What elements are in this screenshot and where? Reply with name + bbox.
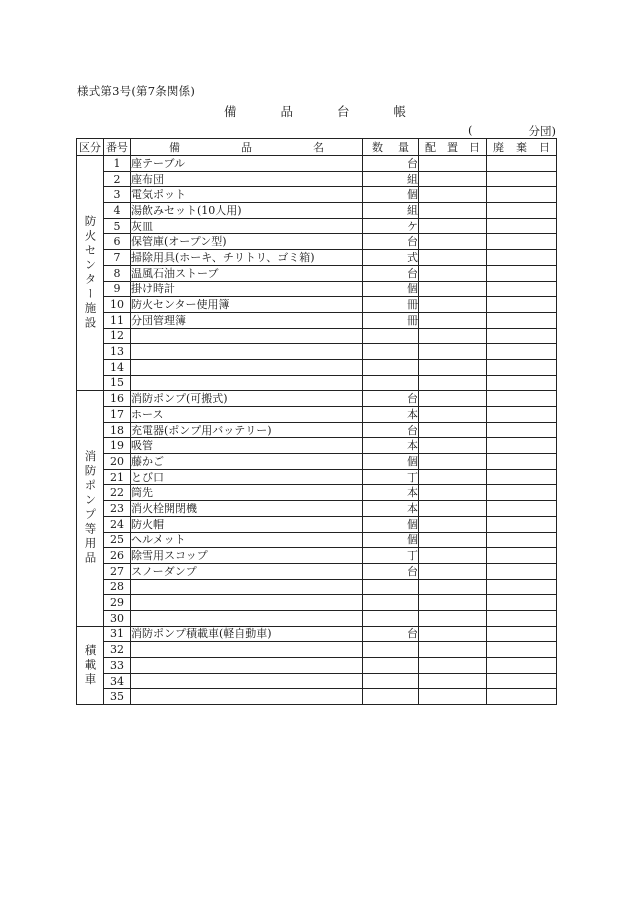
disposal-date-cell (487, 579, 557, 595)
item-number-cell: 20 (104, 454, 131, 470)
table-row (77, 407, 557, 423)
item-name-cell (131, 359, 363, 375)
item-number-cell: 1 (104, 156, 131, 172)
disposal-date-cell (487, 501, 557, 517)
disposal-date-cell (487, 171, 557, 187)
placement-date-cell (419, 234, 487, 250)
quantity-unit-cell: 台 (363, 234, 419, 250)
table-row (77, 156, 557, 172)
placement-date-cell (419, 281, 487, 297)
placement-date-cell (419, 297, 487, 313)
table-row (77, 297, 557, 313)
quantity-unit-cell: 本 (363, 485, 419, 501)
item-name-cell: 充電器(ポンプ用バッテリー) (131, 422, 363, 438)
quantity-unit-cell: 台 (363, 563, 419, 579)
table-row (77, 689, 557, 705)
disposal-date-cell (487, 218, 557, 234)
table-row (77, 250, 557, 266)
item-name-cell: 電気ポット (131, 187, 363, 203)
table-row (77, 312, 557, 328)
disposal-date-cell (487, 454, 557, 470)
placement-date-cell (419, 438, 487, 454)
item-name-cell: スノーダンプ (131, 563, 363, 579)
item-number-cell: 32 (104, 642, 131, 658)
item-name-cell: 消防ポンプ(可搬式) (131, 391, 363, 407)
table-row (77, 595, 557, 611)
quantity-unit-cell: 台 (363, 626, 419, 642)
disposal-date-cell (487, 689, 557, 705)
item-name-cell: 掃除用具(ホーキ、チリトリ、ゴミ箱) (131, 250, 363, 266)
item-number-cell: 21 (104, 469, 131, 485)
quantity-unit-cell: 冊 (363, 297, 419, 313)
quantity-unit-cell: 台 (363, 156, 419, 172)
table-row (77, 422, 557, 438)
disposal-date-cell (487, 548, 557, 564)
table-row (77, 218, 557, 234)
disposal-date-cell (487, 265, 557, 281)
table-row (77, 485, 557, 501)
item-name-cell: 消火栓開閉機 (131, 501, 363, 517)
quantity-unit-cell: 丁 (363, 469, 419, 485)
quantity-unit-cell (363, 595, 419, 611)
disposal-date-cell (487, 626, 557, 642)
form-label: 様式第3号(第7条関係) (77, 84, 196, 98)
item-number-cell: 22 (104, 485, 131, 501)
quantity-unit-cell: 本 (363, 407, 419, 423)
placement-date-cell (419, 532, 487, 548)
item-number-cell: 33 (104, 658, 131, 674)
disposal-date-cell (487, 438, 557, 454)
quantity-unit-cell: ケ (363, 218, 419, 234)
placement-date-cell (419, 187, 487, 203)
item-number-cell: 24 (104, 516, 131, 532)
table-row (77, 359, 557, 375)
quantity-unit-cell: 個 (363, 532, 419, 548)
quantity-unit-cell (363, 359, 419, 375)
placement-date-cell (419, 250, 487, 266)
header-number: 番号 (104, 139, 131, 156)
quantity-unit-cell: 式 (363, 250, 419, 266)
header-placement-date: 配 置 日 (419, 139, 487, 156)
item-name-cell (131, 328, 363, 344)
quantity-unit-cell: 台 (363, 391, 419, 407)
quantity-unit-cell (363, 610, 419, 626)
table-row (77, 532, 557, 548)
placement-date-cell (419, 422, 487, 438)
disposal-date-cell (487, 281, 557, 297)
placement-date-cell (419, 548, 487, 564)
disposal-date-cell (487, 250, 557, 266)
quantity-unit-cell: 個 (363, 516, 419, 532)
table-row (77, 610, 557, 626)
item-number-cell: 28 (104, 579, 131, 595)
disposal-date-cell (487, 407, 557, 423)
disposal-date-cell (487, 344, 557, 360)
item-number-cell: 10 (104, 297, 131, 313)
placement-date-cell (419, 156, 487, 172)
title-char: 台 (336, 104, 350, 119)
placement-date-cell (419, 454, 487, 470)
item-name-cell: 保管庫(オープン型) (131, 234, 363, 250)
quantity-unit-cell (363, 375, 419, 391)
item-name-cell (131, 595, 363, 611)
table-row (77, 579, 557, 595)
placement-date-cell (419, 673, 487, 689)
item-number-cell: 9 (104, 281, 131, 297)
item-number-cell: 4 (104, 203, 131, 219)
quantity-unit-cell: 個 (363, 281, 419, 297)
item-number-cell: 12 (104, 328, 131, 344)
title-char: 備 (223, 104, 237, 119)
table-row (77, 171, 557, 187)
table-row (77, 438, 557, 454)
placement-date-cell (419, 563, 487, 579)
item-name-cell: 消防ポンプ積載車(軽自動車) (131, 626, 363, 642)
item-number-cell: 3 (104, 187, 131, 203)
title-char: 品 (280, 104, 293, 119)
table-row (77, 281, 557, 297)
item-name-cell: 分団管理簿 (131, 312, 363, 328)
item-number-cell: 25 (104, 532, 131, 548)
table-row (77, 265, 557, 281)
placement-date-cell (419, 407, 487, 423)
item-number-cell: 29 (104, 595, 131, 611)
table-row (77, 642, 557, 658)
category-cell (77, 156, 104, 391)
quantity-unit-cell: 個 (363, 454, 419, 470)
table-row (77, 391, 557, 407)
quantity-unit-cell (363, 579, 419, 595)
item-name-cell: ホース (131, 407, 363, 423)
item-number-cell: 34 (104, 673, 131, 689)
disposal-date-cell (487, 328, 557, 344)
header-item-name: 備 品 名 (131, 139, 363, 156)
item-number-cell: 35 (104, 689, 131, 705)
table-row (77, 626, 557, 642)
table-row (77, 469, 557, 485)
quantity-unit-cell: 個 (363, 187, 419, 203)
item-number-cell: 23 (104, 501, 131, 517)
disposal-date-cell (487, 359, 557, 375)
item-number-cell: 31 (104, 626, 131, 642)
disposal-date-cell (487, 563, 557, 579)
placement-date-cell (419, 218, 487, 234)
disposal-date-cell (487, 187, 557, 203)
item-name-cell: 除雪用スコップ (131, 548, 363, 564)
disposal-date-cell (487, 532, 557, 548)
disposal-date-cell (487, 469, 557, 485)
document-title (0, 102, 630, 120)
placement-date-cell (419, 359, 487, 375)
quantity-unit-cell (363, 344, 419, 360)
item-number-cell: 2 (104, 171, 131, 187)
header-disposal-date: 廃 棄 日 (487, 139, 557, 156)
quantity-unit-cell (363, 328, 419, 344)
placement-date-cell (419, 501, 487, 517)
disposal-date-cell (487, 297, 557, 313)
item-number-cell: 13 (104, 344, 131, 360)
table-row (77, 454, 557, 470)
placement-date-cell (419, 626, 487, 642)
item-name-cell: 掛け時計 (131, 281, 363, 297)
placement-date-cell (419, 595, 487, 611)
item-name-cell (131, 375, 363, 391)
placement-date-cell (419, 516, 487, 532)
item-number-cell: 7 (104, 250, 131, 266)
placement-date-cell (419, 610, 487, 626)
item-number-cell: 16 (104, 391, 131, 407)
header-category: 区分 (77, 139, 104, 156)
item-name-cell (131, 610, 363, 626)
placement-date-cell (419, 375, 487, 391)
equipment-ledger-table (76, 138, 557, 705)
placement-date-cell (419, 344, 487, 360)
item-number-cell: 30 (104, 610, 131, 626)
title-char: 帳 (393, 104, 406, 119)
placement-date-cell (419, 579, 487, 595)
quantity-unit-cell: 台 (363, 265, 419, 281)
quantity-unit-cell (363, 642, 419, 658)
disposal-date-cell (487, 516, 557, 532)
category-cell (77, 626, 104, 704)
item-name-cell: 吸管 (131, 438, 363, 454)
item-number-cell: 18 (104, 422, 131, 438)
item-number-cell: 17 (104, 407, 131, 423)
table-row (77, 344, 557, 360)
quantity-unit-cell (363, 673, 419, 689)
disposal-date-cell (487, 422, 557, 438)
placement-date-cell (419, 485, 487, 501)
item-number-cell: 6 (104, 234, 131, 250)
placement-date-cell (419, 203, 487, 219)
quantity-unit-cell: 組 (363, 203, 419, 219)
table-row (77, 563, 557, 579)
disposal-date-cell (487, 375, 557, 391)
table-row (77, 328, 557, 344)
item-name-cell (131, 642, 363, 658)
branch-open-paren: ( (468, 123, 473, 137)
disposal-date-cell (487, 203, 557, 219)
disposal-date-cell (487, 234, 557, 250)
item-number-cell: 27 (104, 563, 131, 579)
table-row (77, 234, 557, 250)
quantity-unit-cell: 冊 (363, 312, 419, 328)
placement-date-cell (419, 312, 487, 328)
disposal-date-cell (487, 312, 557, 328)
table-row (77, 203, 557, 219)
item-name-cell: 温風石油ストーブ (131, 265, 363, 281)
header-quantity: 数 量 (363, 139, 419, 156)
placement-date-cell (419, 328, 487, 344)
table-row (77, 516, 557, 532)
placement-date-cell (419, 265, 487, 281)
disposal-date-cell (487, 658, 557, 674)
quantity-unit-cell: 丁 (363, 548, 419, 564)
placement-date-cell (419, 658, 487, 674)
quantity-unit-cell: 台 (363, 422, 419, 438)
placement-date-cell (419, 689, 487, 705)
quantity-unit-cell: 本 (363, 438, 419, 454)
quantity-unit-cell (363, 658, 419, 674)
item-name-cell (131, 579, 363, 595)
table-row (77, 548, 557, 564)
item-name-cell: ヘルメット (131, 532, 363, 548)
item-name-cell: 筒先 (131, 485, 363, 501)
ledger-body (77, 156, 557, 705)
category-cell (77, 391, 104, 626)
category-label: 防火センター施設 (83, 215, 98, 332)
item-number-cell: 11 (104, 312, 131, 328)
item-name-cell: とび口 (131, 469, 363, 485)
table-row (77, 501, 557, 517)
placement-date-cell (419, 391, 487, 407)
item-number-cell: 8 (104, 265, 131, 281)
item-name-cell: 防火センター使用簿 (131, 297, 363, 313)
disposal-date-cell (487, 156, 557, 172)
disposal-date-cell (487, 595, 557, 611)
item-number-cell: 15 (104, 375, 131, 391)
table-row (77, 673, 557, 689)
item-name-cell (131, 673, 363, 689)
disposal-date-cell (487, 673, 557, 689)
quantity-unit-cell: 組 (363, 171, 419, 187)
table-header-row (77, 139, 557, 156)
table-row (77, 658, 557, 674)
table-row (77, 187, 557, 203)
placement-date-cell (419, 171, 487, 187)
item-name-cell: 湯飲みセット(10人用) (131, 203, 363, 219)
item-number-cell: 14 (104, 359, 131, 375)
category-label: 消防ポンプ等用品 (83, 450, 98, 567)
item-number-cell: 19 (104, 438, 131, 454)
quantity-unit-cell (363, 689, 419, 705)
item-name-cell (131, 344, 363, 360)
category-label: 積載車 (83, 643, 98, 688)
item-name-cell: 灰皿 (131, 218, 363, 234)
item-name-cell (131, 658, 363, 674)
item-number-cell: 5 (104, 218, 131, 234)
disposal-date-cell (487, 642, 557, 658)
item-name-cell: 座テーブル (131, 156, 363, 172)
table-row (77, 375, 557, 391)
disposal-date-cell (487, 610, 557, 626)
item-name-cell: 座布団 (131, 171, 363, 187)
disposal-date-cell (487, 485, 557, 501)
item-number-cell: 26 (104, 548, 131, 564)
item-name-cell: 防火帽 (131, 516, 363, 532)
item-name-cell (131, 689, 363, 705)
quantity-unit-cell: 本 (363, 501, 419, 517)
branch-suffix: 分団) (528, 124, 556, 138)
placement-date-cell (419, 642, 487, 658)
placement-date-cell (419, 469, 487, 485)
disposal-date-cell (487, 391, 557, 407)
item-name-cell: 藤かご (131, 454, 363, 470)
